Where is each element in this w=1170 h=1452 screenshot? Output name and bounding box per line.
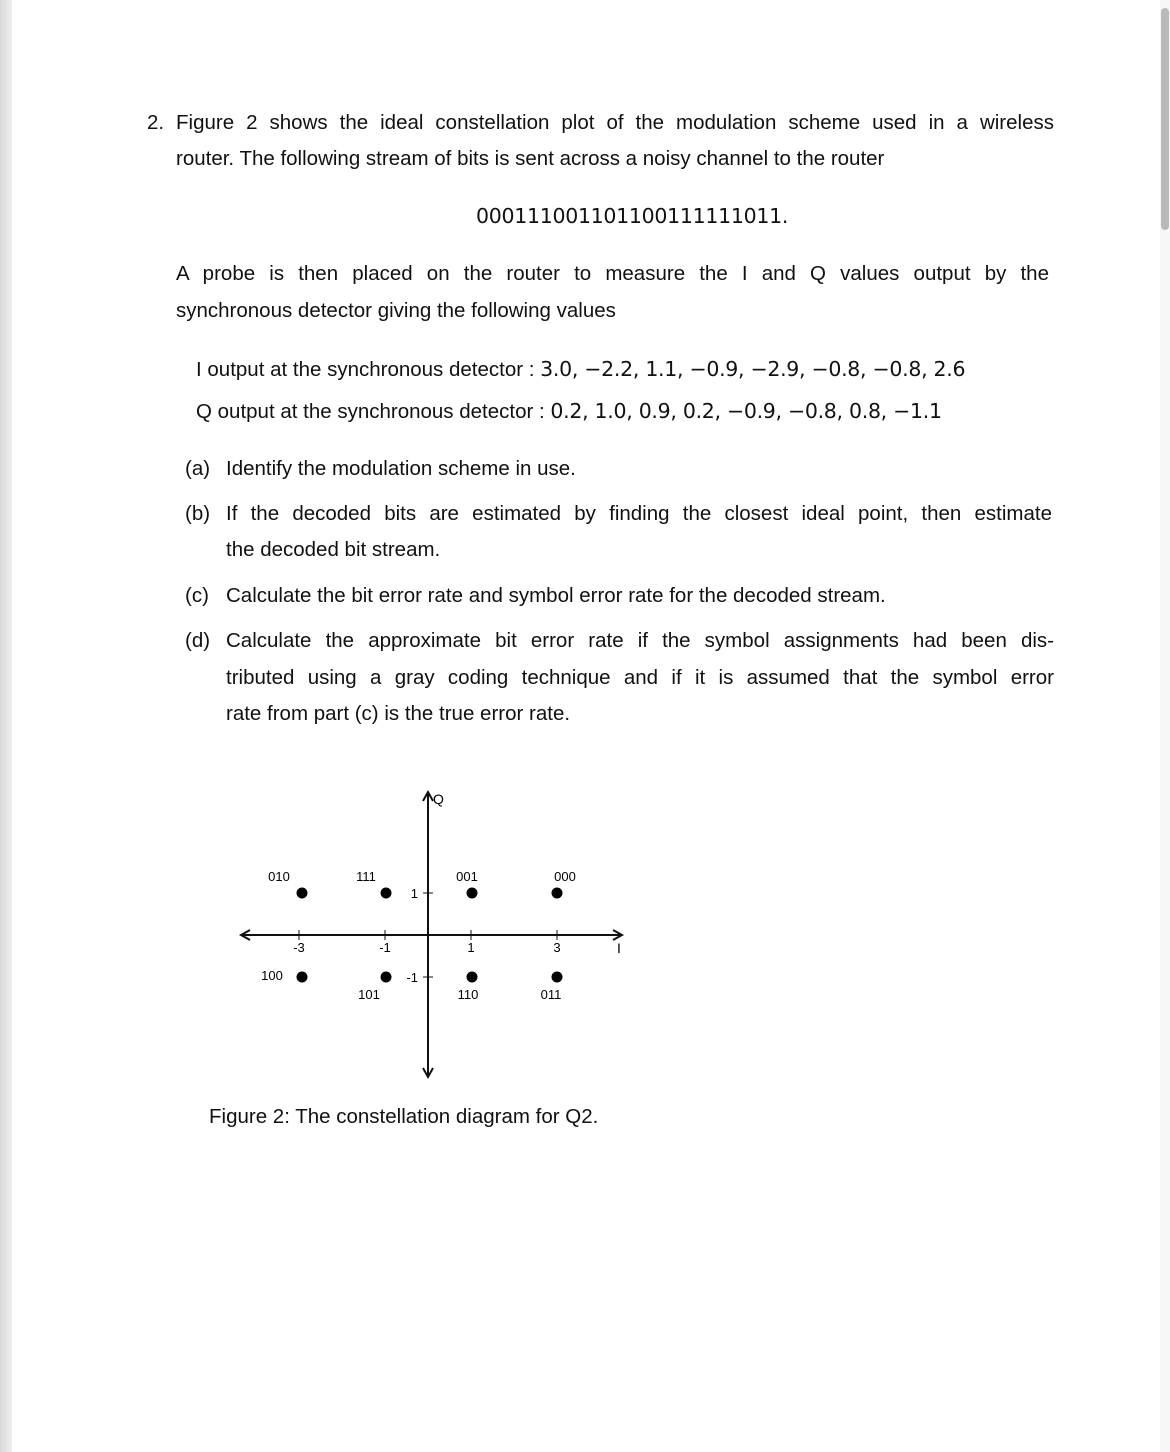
part-d-label: (d) [185, 629, 211, 652]
part-a-text: Identify the modulation scheme in use. [226, 457, 576, 480]
x-tick-label: 3 [553, 940, 561, 955]
constellation-point [552, 888, 563, 899]
part-c-text: Calculate the bit error rate and symbol error rate for the decoded stream. [226, 584, 886, 607]
part-c-label: (c) [185, 584, 209, 607]
part-d-line-3: rate from part (c) is the true error rate. [226, 702, 571, 725]
intro-line-1: Figure 2 shows the ideal constellation plot of the modulation scheme used in a wireless [176, 111, 1054, 134]
x-tick-label: 1 [467, 940, 475, 955]
part-b-label: (b) [185, 502, 211, 525]
probe-line-2: synchronous detector giving the following values [176, 299, 616, 322]
constellation-point [381, 972, 392, 983]
part-d-line-1: Calculate the approximate bit error rate if the symbol assignments had been dis- [226, 629, 1054, 652]
constellation-point-label: 101 [358, 987, 380, 1002]
q-output-values: 0.2, 1.0, 0.9, 0.2, −0.9, −0.8, 0.8, −1.1 [550, 399, 942, 423]
constellation-point-label: 000 [554, 869, 576, 884]
constellation-point [297, 972, 308, 983]
figure-caption: Figure 2: The constellation diagram for Q2. [209, 1105, 599, 1128]
part-d-line-2: tributed using a gray coding technique and if it is assumed that the symbol error [226, 666, 1054, 689]
x-tick-label: -1 [379, 940, 391, 955]
constellation-point [467, 972, 478, 983]
y-tick-label: 1 [410, 886, 418, 901]
constellation-point-label: 011 [540, 987, 562, 1002]
q-axis-label: Q [433, 791, 444, 807]
constellation-point [552, 972, 563, 983]
part-b-line-2: the decoded bit stream. [226, 538, 441, 561]
bit-stream: 000111001101100111111011. [476, 204, 789, 228]
i-output-values: 3.0, −2.2, 1.1, −0.9, −2.9, −0.8, −0.8, 2.6 [540, 357, 966, 381]
i-output-label: I output at the synchronous detector : [196, 358, 535, 381]
constellation-point-label: 001 [456, 869, 478, 884]
part-a-label: (a) [185, 457, 211, 480]
constellation-point [467, 888, 478, 899]
constellation-point-label: 110 [457, 987, 479, 1002]
constellation-point-label: 100 [261, 968, 283, 983]
probe-line-1: A probe is then placed on the router to measure the I and Q values output by the [176, 262, 1049, 285]
axes [241, 792, 622, 1077]
constellation-point [297, 888, 308, 899]
constellation-point-label: 010 [268, 869, 290, 884]
y-tick-label: -1 [406, 970, 418, 985]
question-number: 2. [147, 111, 165, 134]
i-axis-label: I [617, 940, 621, 956]
q-output-label: Q output at the synchronous detector : [196, 400, 545, 423]
x-tick-label: -3 [293, 940, 305, 955]
constellation-point-label: 111 [356, 869, 376, 884]
intro-line-2: router. The following stream of bits is sent across a noisy channel to the router [176, 147, 885, 170]
constellation-point [381, 888, 392, 899]
part-b-line-1: If the decoded bits are estimated by finding the closest ideal point, then estimate [226, 502, 1052, 525]
